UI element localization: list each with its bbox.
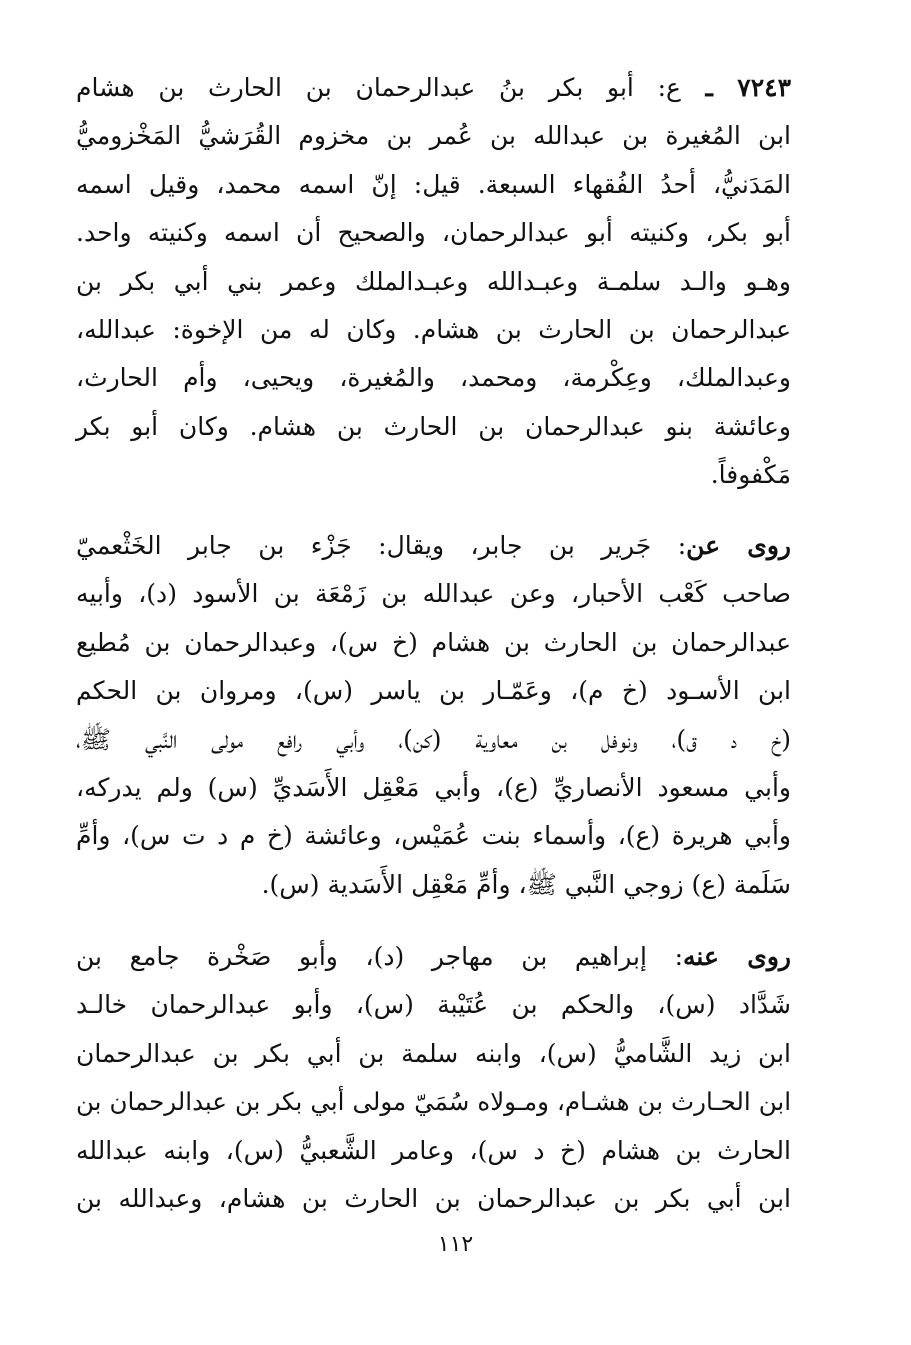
text-line: صاحب كَعْب الأحبار، وعن عبدالله بن زَمْعَة بن الأسود (د)، وأبيه [76, 579, 791, 609]
text-line: المَدَنيُّ، أحدُ الفُقهاء السبعة. قيل: إنّ اسمه محمد، وقيل اسمه [76, 169, 791, 199]
text-line: عبدالرحمان بن الحارث بن هشام (خ س)، وعبدالرحمان بن مُطيع [76, 627, 791, 657]
narrated-from-first-line-text: : جَرير بن جابر، ويقال: جَزْء بن جابر الخَثْعميّ [76, 531, 687, 560]
text-line: وعبدالملك، وعِكْرمة، ومحمد، والمُغيرة، ويحيى، وأم الحارث، [76, 363, 791, 393]
text-line: ابن أبي بكر بن عبدالرحمان بن الحارث بن هشام، وعبدالله بن [76, 1184, 791, 1214]
text-line: عبدالرحمان بن الحارث بن هشام. وكان له من الإخوة: عبدالله، [76, 315, 791, 345]
text-line: ابن المُغيرة بن عبدالله بن عُمر بن مخزوم القُرَشيُّ المَخْزوميُّ [76, 121, 791, 151]
narrated-by-first-line [76, 933, 791, 981]
text-line: وعائشة بنو عبدالرحمان بن الحارث بن هشام. وكان أبو بكر [76, 411, 791, 441]
text-line: الحارث بن هشام (خ د س)، وعامر الشَّعبيُّ (س)، وابنه عبدالله [76, 1135, 791, 1165]
narrated-by-paragraph [76, 933, 791, 1223]
text-line: شَدَّاد (س)، والحكم بن عُتَيْبة (س)، وأبو عبدالرحمان خالـد [76, 990, 791, 1020]
narrated-by-heading: روى عنه [683, 942, 791, 971]
text-line: ابن الحـارث بن هشـام، ومـولاه سُمَيّ مولى أبي بكر بن عبدالرحمان بن [76, 1087, 791, 1117]
narrated-from-paragraph [76, 522, 791, 909]
entry-number: ٧٢٤٣ [737, 73, 791, 102]
narrated-by-first-line-text: : إبراهيم بن مهاجر (د)، وأبو صَخْرة جامع بن [76, 942, 684, 971]
text-line: ابن الأسـود (خ م)، وعَمّـار بن ياسر (س)، ومروان بن الحكم [76, 676, 791, 706]
text-line: مَكْفوفاً. [710, 460, 791, 490]
text-line: وأبي هريرة (ع)، وأسماء بنت عُمَيْس، وعائشة (خ م د ت س)، وأمِّ [76, 821, 791, 851]
entry-separator: ـ [680, 73, 738, 102]
entry-biography-paragraph [76, 64, 791, 500]
text-line: وأبي مسعود الأنصاريِّ (ع)، وأبي مَعْقِل الأَسَديِّ (س) ولم يدركه، [76, 773, 791, 803]
narrated-from-first-line [76, 522, 791, 570]
text-line: سَلَمة (ع) زوجي النَّبي ﷺ، وأمِّ مَعْقِل الأَسَدية (س). [261, 869, 791, 899]
entry-first-line [76, 64, 791, 112]
narrated-from-heading: روى عن [686, 531, 792, 560]
text-line: وهـو والـد سلمـة وعبـدالله وعبـدالملك وعمر بني أبي بكر بن [76, 266, 791, 296]
text-line: أبو بكر، وكنيته أبو عبدالرحمان، والصحيح أن اسمه وكنيته واحد. [76, 218, 791, 248]
entry-first-line-text: ع: أبو بكر بنُ عبدالرحمان بن الحارث بن هشام [76, 73, 681, 102]
text-line: ابن زيد الشَّاميُّ (س)، وابنه سلمة بن أبي بكر بن عبدالرحمان [76, 1038, 791, 1068]
text-line: (خ د ق)، ونوفل بن معاوية (كن)، وأبي رافع مولى النَّبي ﷺ، [76, 724, 791, 754]
page-number: ١١٢ [437, 1232, 474, 1257]
